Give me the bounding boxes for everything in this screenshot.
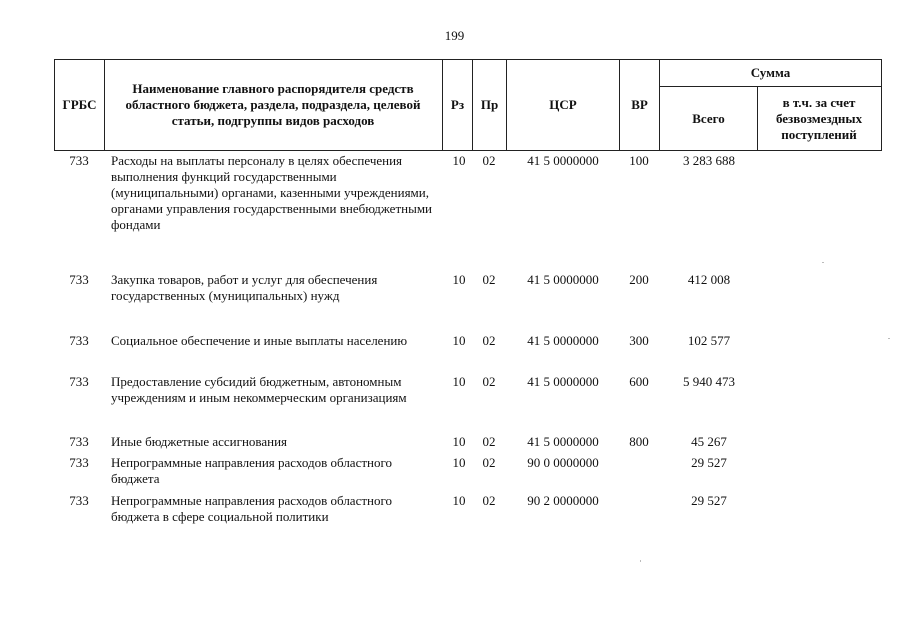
row-pr: 02 <box>482 434 496 449</box>
row-csr: 90 0 0000000 <box>527 455 599 470</box>
row-csr: 41 5 0000000 <box>527 272 599 287</box>
header-name: Наименование главного распорядителя средств областного бюджета, раздела, подраздела, целевой статьи, подгруппы видов расходов <box>125 81 421 128</box>
header-rz: Рз <box>450 97 465 112</box>
page-number: 199 <box>444 28 465 43</box>
row-pr: 02 <box>482 455 496 470</box>
row-rz: 10 <box>452 333 466 348</box>
row-csr: 41 5 0000000 <box>527 153 599 168</box>
row-csr: 90 2 0000000 <box>527 493 599 508</box>
row-vr: 100 <box>629 153 649 168</box>
row-rz: 10 <box>452 493 466 508</box>
row-name: Социальное обеспечение и иные выплаты населению <box>111 333 408 348</box>
header-summa: Сумма <box>750 65 791 80</box>
row-vsego: 29 527 <box>691 493 727 508</box>
row-rz: 10 <box>452 434 466 449</box>
row-vsego: 102 577 <box>687 333 731 348</box>
row-rz: 10 <box>452 153 466 168</box>
header-pr: Пр <box>480 97 499 112</box>
row-rz: 10 <box>452 374 466 389</box>
header-vtch: в т.ч. за счет безвозмездных поступлений <box>775 94 863 142</box>
row-csr: 41 5 0000000 <box>527 374 599 389</box>
row-vr: 200 <box>629 272 649 287</box>
row-name: Непрограммные направления расходов областного бюджета <box>111 455 392 486</box>
header-csr: ЦСР <box>549 97 577 112</box>
row-name: Закупка товаров, работ и услуг для обеспечения государственных (муниципальных) нужд <box>111 272 378 303</box>
col-line-8 <box>881 59 882 151</box>
scan-speck <box>888 338 890 339</box>
scan-speck <box>640 560 641 562</box>
row-grbs: 733 <box>69 455 89 470</box>
header-vr: ВР <box>631 97 648 112</box>
row-vsego: 3 283 688 <box>683 153 735 168</box>
row-grbs: 733 <box>69 333 89 348</box>
row-pr: 02 <box>482 153 496 168</box>
header-grbs: ГРБС <box>62 97 97 112</box>
row-grbs: 733 <box>69 374 89 389</box>
header-vsego: Всего <box>692 110 725 126</box>
row-vsego: 29 527 <box>691 455 727 470</box>
row-csr: 41 5 0000000 <box>527 333 599 348</box>
row-grbs: 733 <box>69 272 89 287</box>
row-grbs: 733 <box>69 493 89 508</box>
row-grbs: 733 <box>69 153 89 168</box>
row-vsego: 5 940 473 <box>683 374 735 389</box>
row-pr: 02 <box>482 272 496 287</box>
col-line-7 <box>757 87 758 151</box>
row-vsego: 412 008 <box>687 272 731 287</box>
scan-speck <box>822 262 824 263</box>
col-line-1 <box>104 59 105 151</box>
row-vsego: 45 267 <box>691 434 727 449</box>
row-pr: 02 <box>482 374 496 389</box>
row-name: Расходы на выплаты персоналу в целях обеспечения выполнения функций государственными (муниципальными) органами, казенными учреждениями, органами управления государственными внебюджетными фондами <box>111 153 433 232</box>
row-rz: 10 <box>452 272 466 287</box>
row-pr: 02 <box>482 493 496 508</box>
row-vr: 800 <box>629 434 649 449</box>
row-rz: 10 <box>452 455 466 470</box>
row-name: Предоставление субсидий бюджетным, автономным учреждениям и иным некоммерческим организациям <box>111 374 407 405</box>
row-name: Иные бюджетные ассигнования <box>111 434 288 449</box>
row-vr: 300 <box>629 333 649 348</box>
row-grbs: 733 <box>69 434 89 449</box>
row-pr: 02 <box>482 333 496 348</box>
row-name: Непрограммные направления расходов областного бюджета в сфере социальной политики <box>111 493 392 524</box>
row-csr: 41 5 0000000 <box>527 434 599 449</box>
row-vr: 600 <box>629 374 649 389</box>
